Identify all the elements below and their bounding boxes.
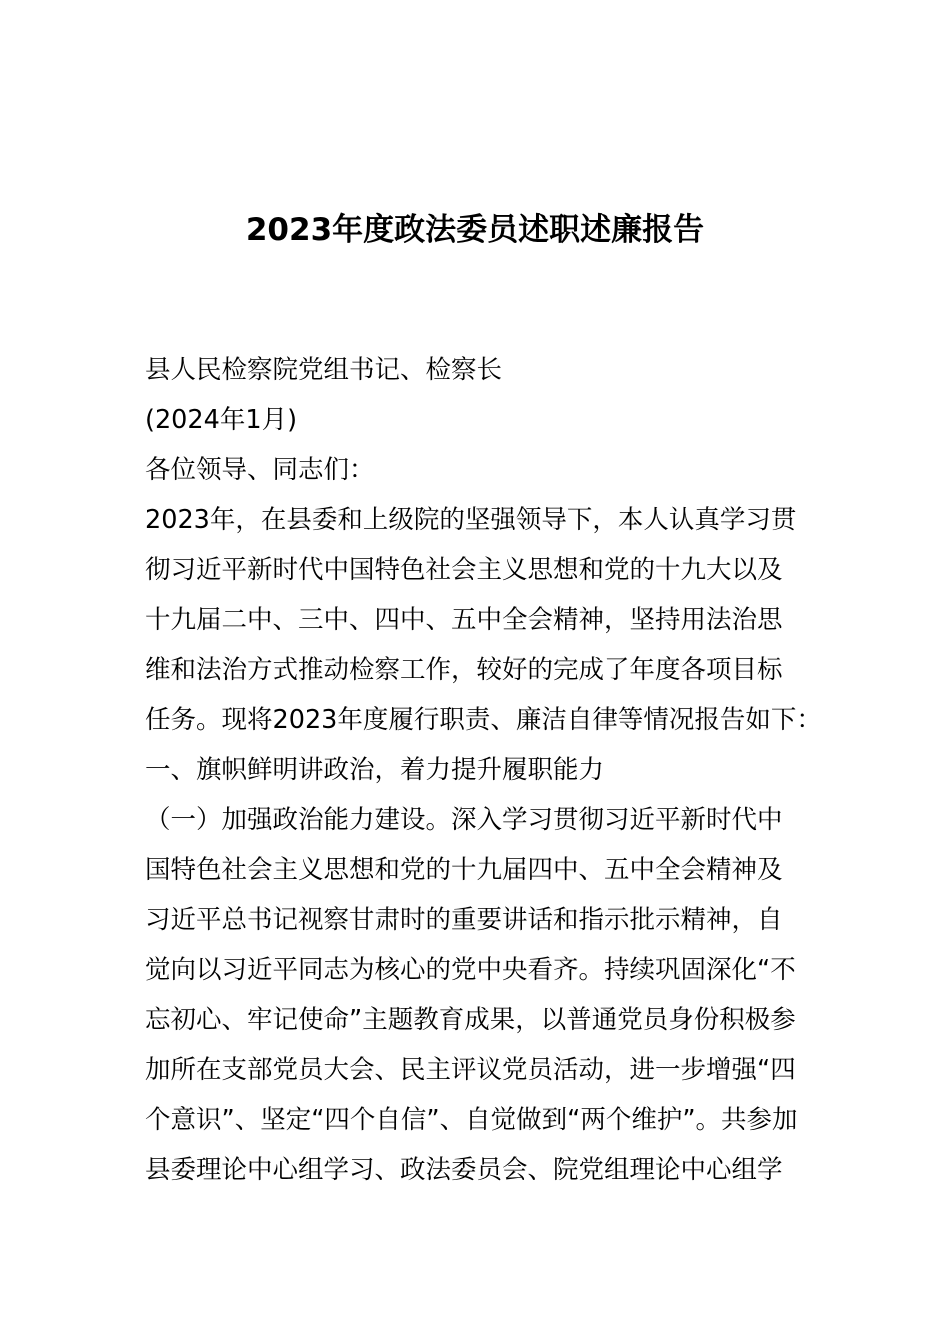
paragraph2-line: 加所在支部党员大会、民主评议党员活动，进一步增强“四 bbox=[145, 1055, 796, 1085]
paragraph1-line: 彻习近平新时代中国特色社会主义思想和党的十九大以及 bbox=[145, 555, 783, 585]
paragraph2-line: 县委理论中心组学习、政法委员会、院党组理论中心组学 bbox=[145, 1155, 783, 1185]
document-title: 2023年度政法委员述职述廉报告 bbox=[245, 212, 705, 248]
paragraph2-line: 国特色社会主义思想和党的十九届四中、五中全会精神及 bbox=[145, 855, 783, 885]
section-heading: 一、旗帜鲜明讲政治，着力提升履职能力 bbox=[145, 755, 605, 785]
author-line: 县人民检察院党组书记、检察长 bbox=[145, 355, 503, 385]
paragraph2-line: 忘初心、牢记使命”主题教育成果，以普通党员身份积极参 bbox=[145, 1005, 796, 1035]
paragraph2-line: 觉向以习近平同志为核心的党中央看齐。持续巩固深化“不 bbox=[145, 955, 796, 985]
paragraph1-line: 任务。现将2023年度履行职责、廉洁自律等情况报告如下： bbox=[145, 705, 822, 735]
date-line: (2024年1月) bbox=[145, 405, 298, 435]
paragraph2-line: 习近平总书记视察甘肃时的重要讲话和指示批示精神，自 bbox=[145, 905, 783, 935]
paragraph1-line: 维和法治方式推动检察工作，较好的完成了年度各项目标 bbox=[145, 655, 783, 685]
document-body bbox=[145, 345, 822, 1195]
paragraph1-line: 2023年，在县委和上级院的坚强领导下，本人认真学习贯 bbox=[145, 505, 797, 535]
paragraph2-line: （一）加强政治能力建设。深入学习贯彻习近平新时代中 bbox=[145, 805, 783, 835]
paragraph2-line: 个意识”、坚定“四个自信”、自觉做到“两个维护”。共参加 bbox=[145, 1105, 798, 1135]
paragraph1-line: 十九届二中、三中、四中、五中全会精神，坚持用法治思 bbox=[145, 605, 783, 635]
salutation: 各位领导、同志们： bbox=[145, 455, 375, 485]
